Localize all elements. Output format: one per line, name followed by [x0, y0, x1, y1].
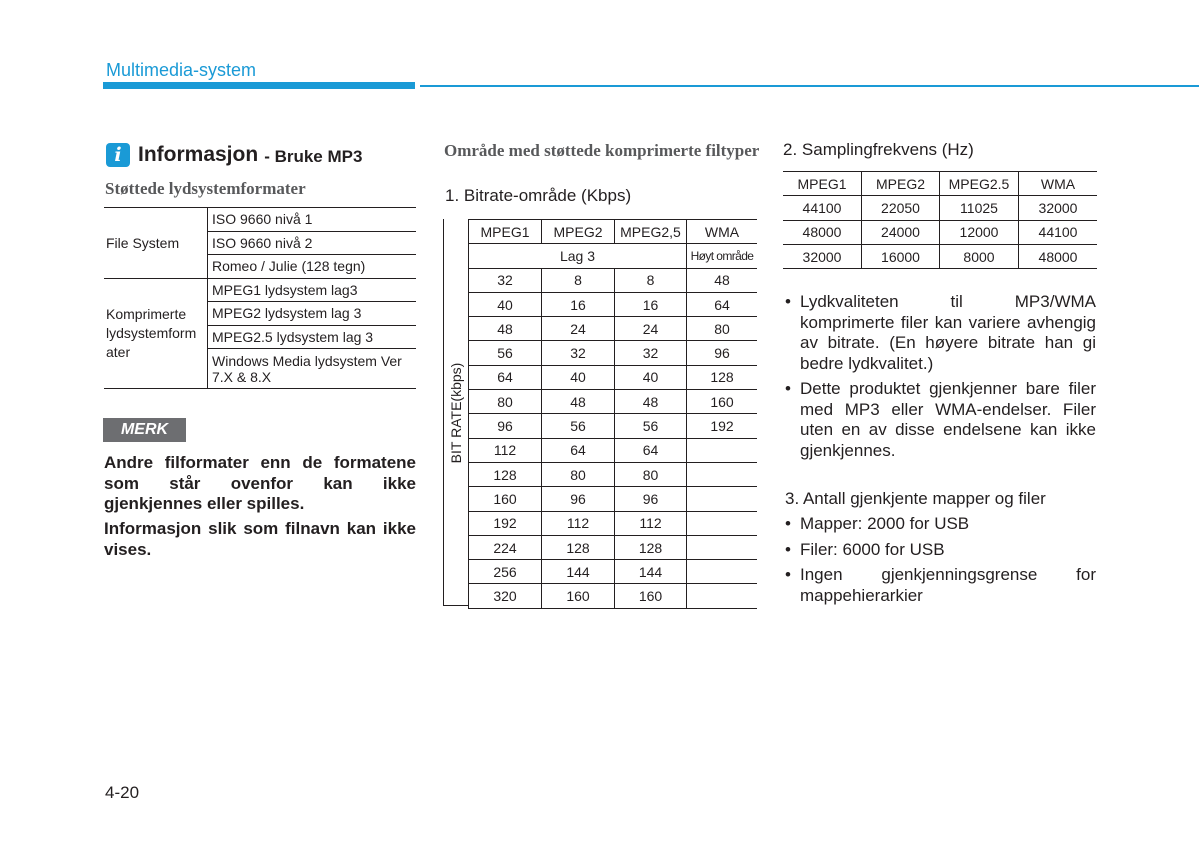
table-cell: 40 [469, 292, 542, 316]
table-cell [687, 584, 758, 608]
table-row [469, 268, 758, 292]
format-group-label: File System [104, 208, 208, 279]
table-cell: 40 [542, 365, 615, 389]
table-row [783, 244, 1097, 268]
table-cell: 160 [687, 390, 758, 414]
table-cell: 224 [469, 535, 542, 559]
note-badge: MERK [103, 418, 186, 442]
table-cell: 96 [687, 341, 758, 365]
table-cell: 32 [615, 341, 687, 365]
table-cell [687, 560, 758, 584]
table-cell: 144 [615, 560, 687, 584]
table-row [469, 584, 758, 608]
table-cell: 96 [615, 487, 687, 511]
table-cell: 12000 [940, 220, 1019, 244]
table-row [104, 278, 416, 302]
format-value: ISO 9660 nivå 2 [208, 231, 417, 255]
table-row [469, 535, 758, 559]
axis-bottom-line [443, 605, 468, 606]
table-cell: 40 [615, 365, 687, 389]
table-header: WMA [687, 220, 758, 244]
table-row [469, 365, 758, 389]
table-cell: 48 [687, 268, 758, 292]
table-cell: 128 [469, 462, 542, 486]
count-label: 3. Antall gjenkjente mapper og filer [785, 489, 1046, 508]
table-cell: 16 [615, 292, 687, 316]
note-paragraph: Informasjon slik som filnavn kan ikke vises. [104, 519, 416, 559]
table-row [783, 172, 1097, 196]
count-bullets [785, 514, 1096, 611]
table-cell: 80 [542, 462, 615, 486]
table-cell: 24 [615, 317, 687, 341]
list-item: • Ingen gjenkjenningsgrense for mappehierarkier [785, 565, 1096, 606]
table-row [469, 244, 758, 268]
list-item: • Filer: 6000 for USB [785, 540, 1096, 561]
table-cell: 56 [542, 414, 615, 438]
bitrate-label: 1. Bitrate-område (Kbps) [445, 186, 632, 205]
table-cell: 8000 [940, 244, 1019, 268]
table-cell: 144 [542, 560, 615, 584]
table-cell: 320 [469, 584, 542, 608]
note-paragraph: Andre filformater enn de formatene som står ovenfor kan ikke gjenkjennes eller spilles. [104, 453, 416, 513]
table-cell: 80 [615, 462, 687, 486]
compression-heading: Område med støttede komprimerte filtyper [444, 141, 760, 160]
info-heading [106, 143, 362, 167]
table-subheader: Lag 3 [469, 244, 687, 268]
table-cell: 48 [542, 390, 615, 414]
table-subheader: Høyt område [687, 244, 758, 268]
table-cell: 256 [469, 560, 542, 584]
table-cell [687, 438, 758, 462]
table-cell: 160 [542, 584, 615, 608]
table-cell: 16 [542, 292, 615, 316]
header-rule [420, 85, 1199, 87]
table-row [469, 560, 758, 584]
table-cell: 56 [615, 414, 687, 438]
header-bar [103, 82, 415, 89]
table-row [469, 390, 758, 414]
table-row [469, 511, 758, 535]
quality-bullets [785, 292, 1096, 466]
table-header: MPEG1 [469, 220, 542, 244]
table-cell: 192 [687, 414, 758, 438]
table-cell: 22050 [862, 196, 940, 220]
table-cell: 32000 [1019, 196, 1098, 220]
table-cell: 128 [615, 535, 687, 559]
sampling-table [783, 171, 1097, 269]
table-cell: 64 [469, 365, 542, 389]
format-value: MPEG2 lydsystem lag 3 [208, 302, 417, 326]
table-header: MPEG2 [542, 220, 615, 244]
table-cell: 11025 [940, 196, 1019, 220]
table-cell: 32 [469, 268, 542, 292]
table-cell: 48000 [783, 220, 862, 244]
table-cell: 32000 [783, 244, 862, 268]
table-row [469, 220, 758, 244]
table-cell: 32 [542, 341, 615, 365]
table-cell [687, 487, 758, 511]
table-cell: 56 [469, 341, 542, 365]
sampling-label: 2. Samplingfrekvens (Hz) [783, 140, 974, 159]
table-cell [687, 535, 758, 559]
formats-table [104, 207, 416, 389]
list-item: • Mapper: 2000 for USB [785, 514, 1096, 535]
table-header: MPEG2.5 [940, 172, 1019, 196]
table-cell: 96 [469, 414, 542, 438]
table-row [783, 196, 1097, 220]
table-cell: 64 [542, 438, 615, 462]
table-row [469, 292, 758, 316]
formats-heading: Støttede lydsystemformater [105, 179, 306, 198]
list-item: • Dette produktet gjenkjenner bare filer med MP3 eller WMA-endelser. Filer uten en av disse endelsene kan ikke gjenkjennes. [785, 379, 1096, 461]
table-row [469, 487, 758, 511]
format-value: Windows Media lydsystem Ver 7.X & 8.X [208, 349, 417, 389]
format-value: MPEG2.5 lydsystem lag 3 [208, 325, 417, 349]
bitrate-table [468, 219, 757, 609]
table-cell: 192 [469, 511, 542, 535]
table-cell: 80 [687, 317, 758, 341]
table-cell: 80 [469, 390, 542, 414]
format-group-label: Komprimerte lydsystemform ater [104, 278, 208, 389]
table-cell: 48 [615, 390, 687, 414]
table-cell: 8 [542, 268, 615, 292]
table-cell: 160 [615, 584, 687, 608]
table-row [469, 414, 758, 438]
page-number: 4-20 [105, 783, 140, 802]
table-cell [687, 462, 758, 486]
table-header: MPEG2,5 [615, 220, 687, 244]
axis-line [443, 219, 444, 606]
table-cell: 128 [687, 365, 758, 389]
table-cell [687, 511, 758, 535]
table-header: MPEG2 [862, 172, 940, 196]
table-cell: 24 [542, 317, 615, 341]
table-cell: 8 [615, 268, 687, 292]
table-row [469, 438, 758, 462]
table-row [469, 341, 758, 365]
table-cell: 96 [542, 487, 615, 511]
table-header: MPEG1 [783, 172, 862, 196]
table-cell: 44100 [783, 196, 862, 220]
table-cell: 44100 [1019, 220, 1098, 244]
table-row [469, 317, 758, 341]
table-row [104, 208, 416, 232]
table-cell: 64 [615, 438, 687, 462]
table-cell: 48 [469, 317, 542, 341]
table-cell: 48000 [1019, 244, 1098, 268]
section-title: Multimedia-system [106, 60, 257, 80]
table-cell: 112 [542, 511, 615, 535]
format-value: ISO 9660 nivå 1 [208, 208, 417, 232]
info-subtitle: - Bruke MP3 [264, 147, 363, 166]
info-title: Informasjon [138, 143, 259, 166]
list-item: • Lydkvaliteten til MP3/WMA komprimerte filer kan variere avhengig av bitrate. (En høyere bitrate han gi bedre lydkvalitet.) [785, 292, 1096, 374]
info-icon: i [106, 143, 130, 167]
table-header: WMA [1019, 172, 1098, 196]
table-cell: 128 [542, 535, 615, 559]
table-cell: 160 [469, 487, 542, 511]
table-row [783, 220, 1097, 244]
format-value: Romeo / Julie (128 tegn) [208, 255, 417, 279]
table-row [469, 462, 758, 486]
table-cell: 64 [687, 292, 758, 316]
format-value: MPEG1 lydsystem lag3 [208, 278, 417, 302]
table-cell: 16000 [862, 244, 940, 268]
table-cell: 24000 [862, 220, 940, 244]
bitrate-axis-text: BIT RATE(kbps) [448, 362, 464, 464]
table-cell: 112 [615, 511, 687, 535]
table-cell: 112 [469, 438, 542, 462]
